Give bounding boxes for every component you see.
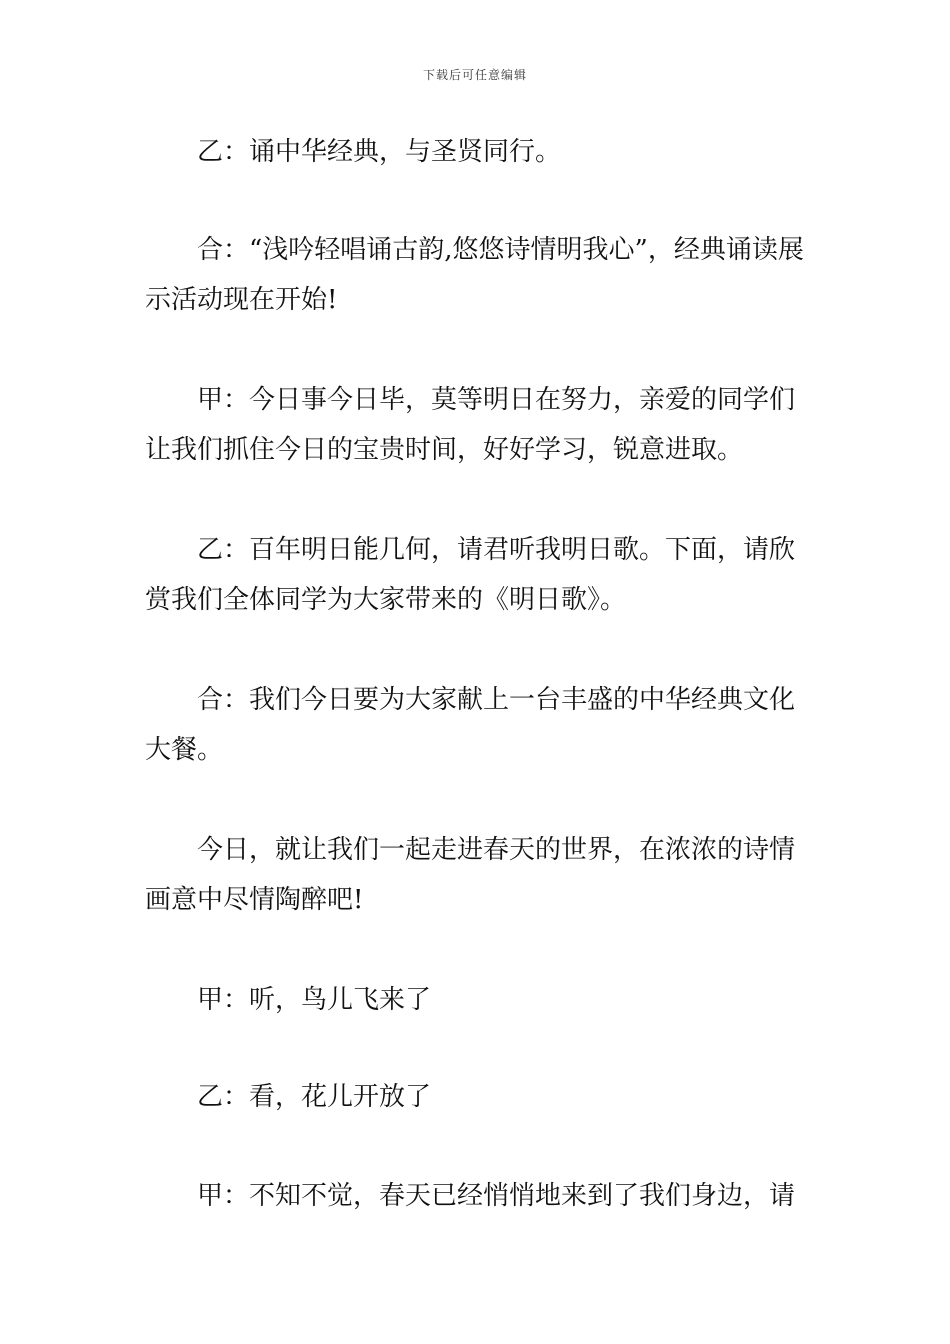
- paragraph-5: 合：我们今日要为大家献上一台丰盛的中华经典文化大餐。: [145, 685, 796, 765]
- paragraph-9: 甲：不知不觉，春天已经悄悄地来到了我们身边，请: [197, 1181, 796, 1211]
- paragraph-2: 合：“浅吟轻唱诵古韵,悠悠诗情明我心”，经典诵读展示活动现在开始!: [145, 235, 804, 315]
- paragraph-8: 乙：看，花儿开放了: [197, 1082, 432, 1112]
- paragraph-7: 甲：听，鸟儿飞来了: [197, 985, 432, 1015]
- paragraph-1: 乙：诵中华经典，与圣贤同行。: [197, 137, 562, 167]
- paragraph-3: 甲：今日事今日毕，莫等明日在努力，亲爱的同学们让我们抓住今日的宝贵时间，好好学习，锐意进取。: [145, 385, 796, 465]
- page-header-note: 下载后可任意编辑: [422, 68, 527, 82]
- paragraph-4: 乙：百年明日能几何，请君听我明日歌。下面，请欣赏我们全体同学为大家带来的《明日歌》。: [145, 535, 796, 615]
- paragraph-6: 今日，就让我们一起走进春天的世界，在浓浓的诗情画意中尽情陶醉吧!: [145, 835, 796, 915]
